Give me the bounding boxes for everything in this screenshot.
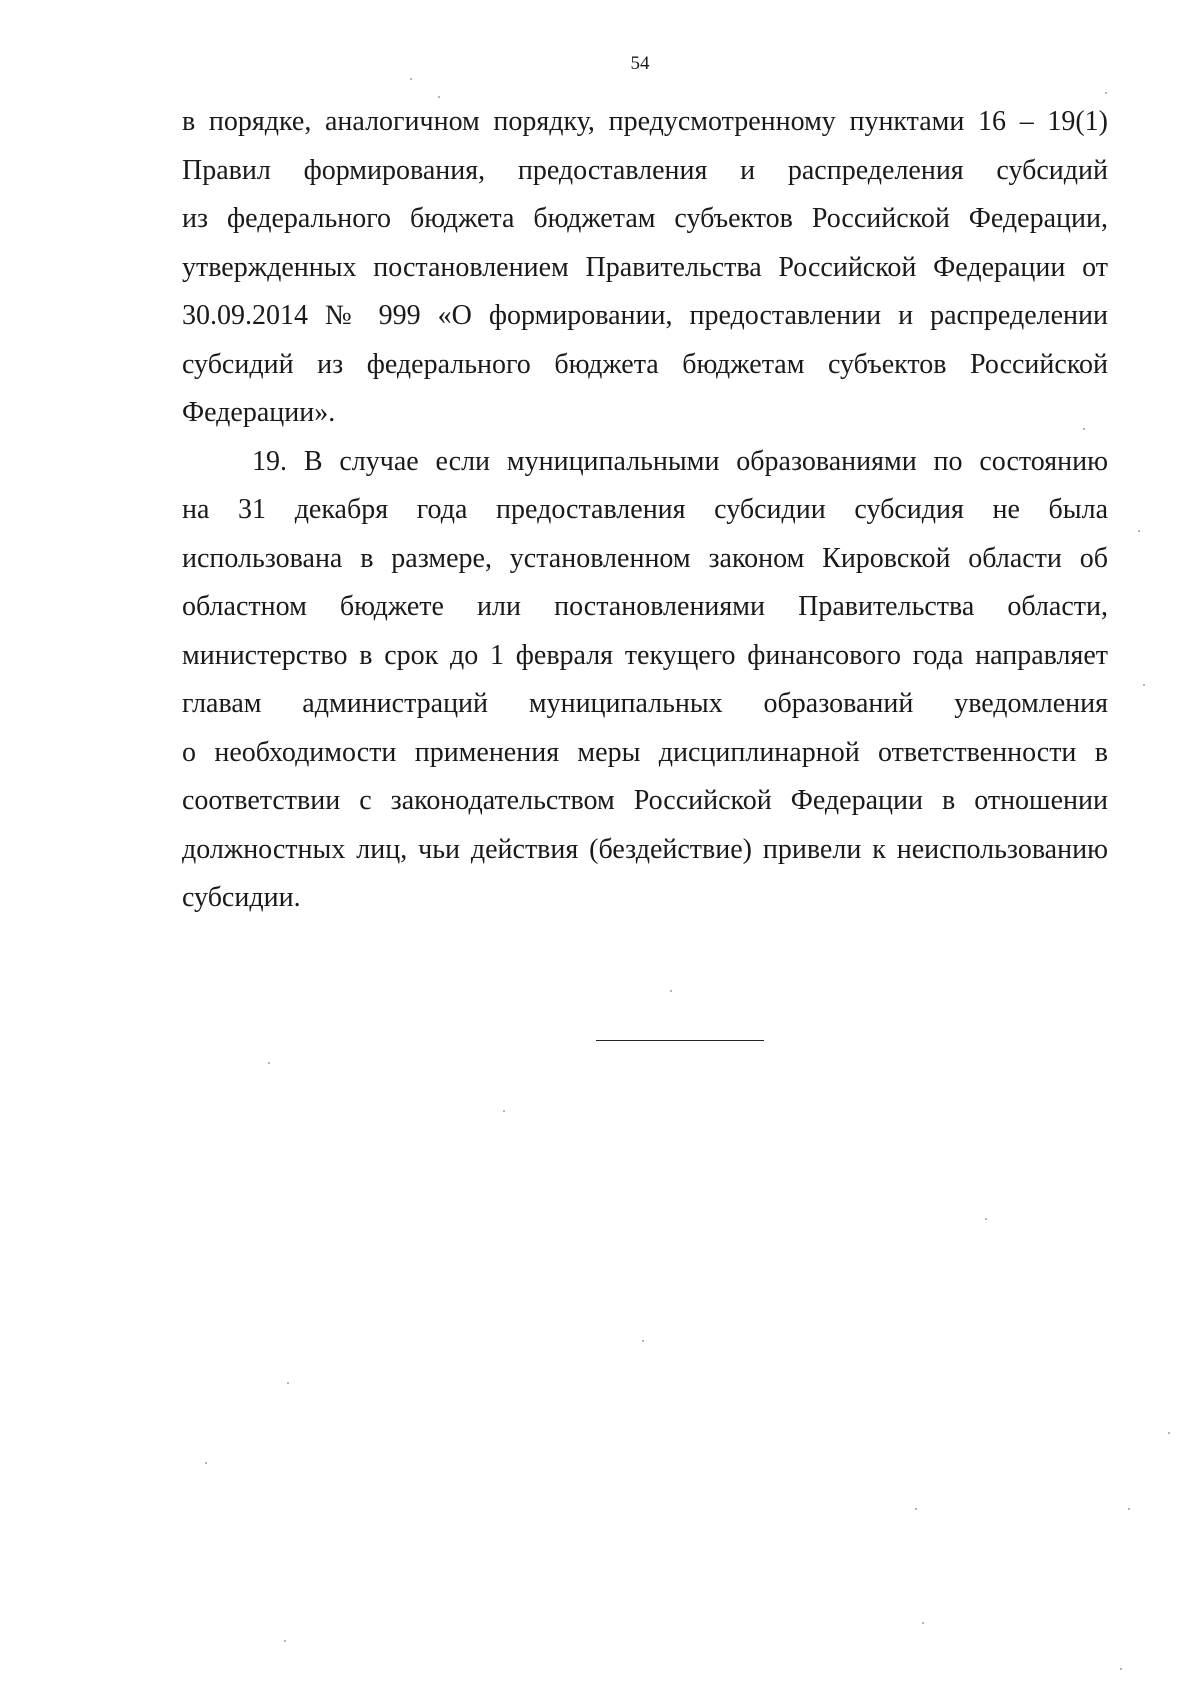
scan-speck — [1120, 1668, 1122, 1670]
page-number: 54 — [630, 53, 650, 74]
end-of-text-rule — [596, 1040, 764, 1041]
scan-speck — [1128, 1508, 1130, 1510]
text-line: на 31 декабря года предоставления субсидии субсидия не была — [182, 494, 1108, 525]
text-line: о необходимости применения меры дисциплинарной ответственности в — [182, 736, 1108, 768]
text-line: из федерального бюджета бюджетам субъектов Российской Федерации, — [182, 203, 1108, 234]
text-line: Федерации». — [182, 397, 336, 428]
text-line: министерство в срок до 1 февраля текущего финансового года направляет — [182, 639, 1108, 671]
paragraph-start-line: 19. В случае если муниципальными образованиями по состоянию — [252, 445, 1108, 477]
scan-speck — [438, 96, 440, 98]
text-line: областном бюджете или постановлениями Правительства области, — [182, 591, 1108, 622]
body-text — [182, 98, 1108, 923]
scan-speck — [1138, 530, 1140, 532]
text-line: 30.09.2014 № 999 «О формировании, предоставлении и распределении — [182, 300, 1108, 331]
scan-speck — [1083, 428, 1085, 430]
scan-speck — [410, 78, 412, 80]
scan-speck — [642, 1340, 644, 1342]
scan-speck — [1105, 92, 1107, 94]
text-line: субсидий из федерального бюджета бюджетам субъектов Российской — [182, 348, 1108, 380]
scan-speck — [922, 1622, 924, 1624]
text-line: утвержденных постановлением Правительства Российской Федерации от — [182, 251, 1108, 283]
text-line: в порядке, аналогичном порядку, предусмотренному пунктами 16 – 19(1) — [182, 106, 1108, 137]
text-line: главам администраций муниципальных образований уведомления — [182, 688, 1108, 719]
text-line: Правил формирования, предоставления и распределения субсидий — [182, 154, 1108, 186]
scan-speck — [287, 1382, 289, 1384]
scan-speck — [1168, 1432, 1170, 1434]
text-line: субсидии. — [182, 882, 301, 913]
scan-speck — [284, 1640, 286, 1642]
text-line: использована в размере, установленном законом Кировской области об — [182, 542, 1108, 574]
scan-speck — [205, 1462, 207, 1464]
scan-speck — [985, 1218, 987, 1220]
text-line: соответствии с законодательством Российской Федерации в отношении — [182, 785, 1108, 816]
scan-speck — [915, 1508, 917, 1510]
scan-speck — [268, 1062, 270, 1064]
scan-speck — [670, 990, 672, 992]
scan-speck — [1143, 684, 1145, 686]
scan-speck — [503, 1110, 505, 1112]
text-line: должностных лиц, чьи действия (бездействие) привели к неиспользованию — [182, 833, 1108, 865]
